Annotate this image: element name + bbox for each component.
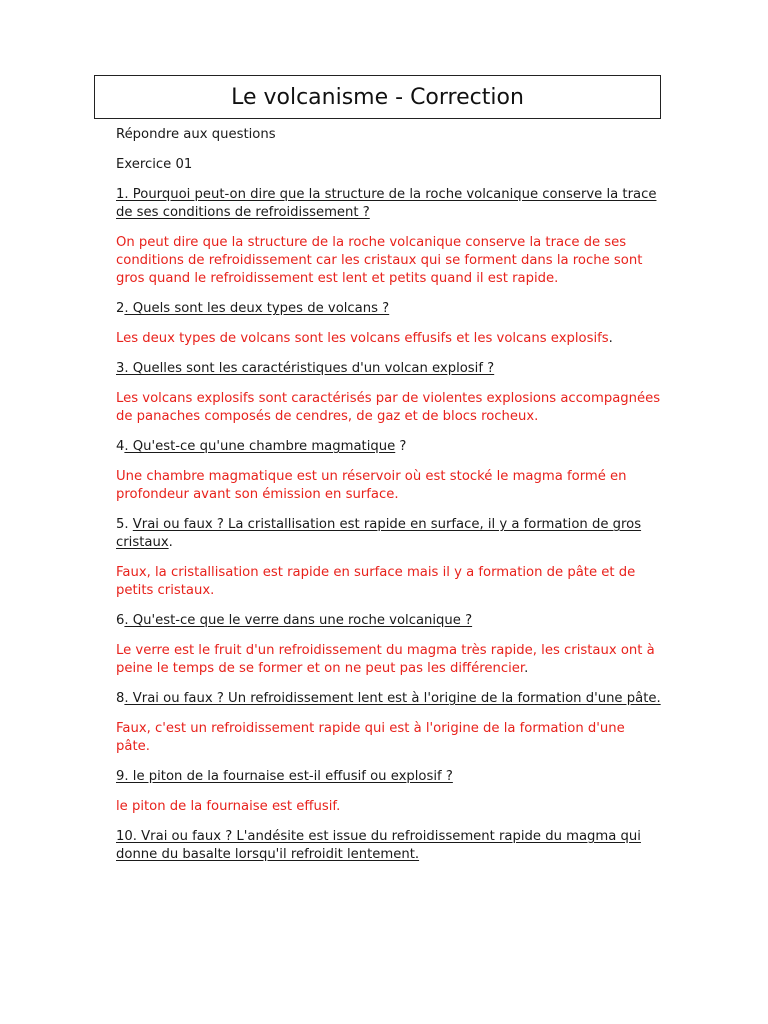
question-text: 10. Vrai ou faux ? L'andésite est issue du refroidissement rapide du magma qui donne du basalte lorsqu'il refroidit lentement. <box>116 829 641 862</box>
question-8 <box>116 690 661 708</box>
question-text: . Quels sont les deux types de volcans ? <box>124 301 390 316</box>
question-5 <box>116 516 661 552</box>
question-text: 9. le piton de la fournaise est-il effusif ou explosif ? <box>116 769 453 784</box>
answer-text: Les volcans explosifs sont caractérisés par de violentes explosions accompagnées de panaches composés de cendres, de gaz et de blocs rocheux. <box>116 391 661 424</box>
answer-text: Faux, c'est un refroidissement rapide qui est à l'origine de la formation d'une pâte. <box>116 721 625 754</box>
question-text: . Qu'est-ce qu'une chambre magmatique <box>124 439 396 454</box>
answer-9 <box>116 798 661 816</box>
intro-text: Répondre aux questions <box>116 127 276 142</box>
exercise-heading: Exercice 01 <box>116 157 193 172</box>
answer-5 <box>116 564 661 600</box>
answer-tail: . <box>608 331 613 346</box>
answer-text: le piton de la fournaise est effusif. <box>116 799 341 814</box>
answer-tail: . <box>524 661 529 676</box>
page-title <box>94 75 661 119</box>
question-suffix: ? <box>395 439 407 454</box>
question-prefix: 4 <box>116 439 125 454</box>
question-10 <box>116 828 661 864</box>
answer-4 <box>116 468 661 504</box>
question-4 <box>116 438 661 456</box>
answer-8 <box>116 720 661 756</box>
answer-2 <box>116 330 661 348</box>
title-text: Le volcanisme - Correction <box>231 84 524 110</box>
answer-text: Le verre est le fruit d'un refroidissement du magma très rapide, les cristaux ont à peine le temps de se former et on ne peut pas les différencier <box>116 643 655 676</box>
answer-text: Une chambre magmatique est un réservoir où est stocké le magma formé en profondeur avant son émission en surface. <box>116 469 627 502</box>
question-prefix: 8 <box>116 691 125 706</box>
question-prefix: 5. <box>116 517 133 532</box>
question-1 <box>116 186 661 222</box>
question-text: 1. Pourquoi peut-on dire que la structure de la roche volcanique conserve la trace de ses conditions de refroidissement ? <box>116 187 657 220</box>
question-9 <box>116 768 661 786</box>
question-text: . Qu'est-ce que le verre dans une roche volcanique ? <box>124 613 473 628</box>
document-body <box>116 126 661 876</box>
answer-6 <box>116 642 661 678</box>
question-prefix: 6 <box>116 613 125 628</box>
answer-text: On peut dire que la structure de la roche volcanique conserve la trace de ses conditions de refroidissement car les cristaux qui se forment dans la roche sont gros quand le refroidissement est lent et petits quand il est rapide. <box>116 235 643 286</box>
question-text: . Vrai ou faux ? Un refroidissement lent est à l'origine de la formation d'une pâte. <box>124 691 661 706</box>
answer-text: Les deux types de volcans sont les volcans effusifs et les volcans explosifs <box>116 331 609 346</box>
question-text: Vrai ou faux ? La cristallisation est rapide en surface, il y a formation de gros cristaux <box>116 517 642 550</box>
question-6 <box>116 612 661 630</box>
question-suffix: . <box>168 535 173 550</box>
question-text: 3. Quelles sont les caractéristiques d'un volcan explosif ? <box>116 361 495 376</box>
question-2 <box>116 300 661 318</box>
answer-1 <box>116 234 661 288</box>
answer-3 <box>116 390 661 426</box>
question-3 <box>116 360 661 378</box>
question-prefix: 2 <box>116 301 125 316</box>
answer-text: Faux, la cristallisation est rapide en surface mais il y a formation de pâte et de petits cristaux. <box>116 565 636 598</box>
